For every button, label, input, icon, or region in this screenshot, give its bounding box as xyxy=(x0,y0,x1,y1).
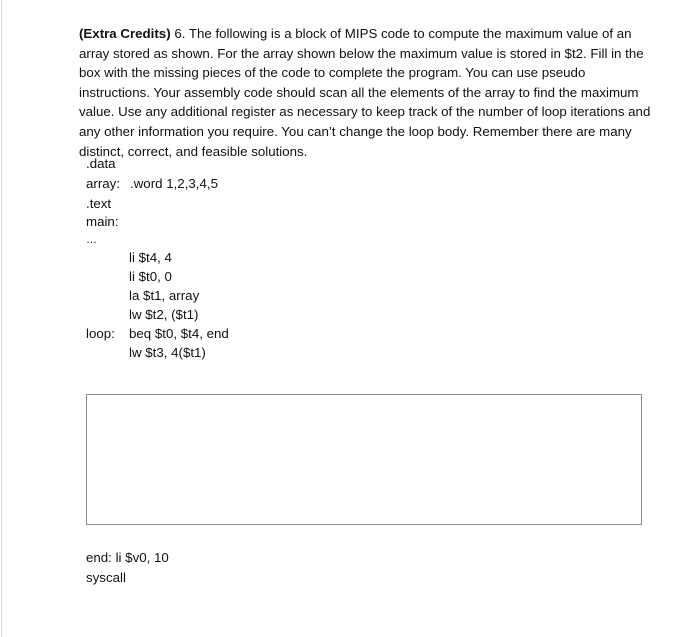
instr-lw-t2: lw $t2, ($t1) xyxy=(129,307,199,322)
instr-beq: beq $t0, $t4, end xyxy=(129,326,229,341)
instr-li-t0: li $t0, 0 xyxy=(129,269,172,284)
array-label: array: xyxy=(86,176,120,191)
main-label: main: xyxy=(86,214,119,229)
array-declaration: .word 1,2,3,4,5 xyxy=(130,176,218,191)
loop-label: loop: xyxy=(86,326,115,341)
ellipsis: … xyxy=(86,234,97,246)
page-edge-line xyxy=(1,0,2,637)
answer-box[interactable] xyxy=(86,394,642,525)
extra-credits-label: (Extra Credits) xyxy=(79,26,171,41)
data-directive: .data xyxy=(86,156,116,171)
instr-la-t1: la $t1, array xyxy=(129,288,200,303)
question-text xyxy=(79,24,651,161)
question-body: 6. The following is a block of MIPS code to compute the maximum value of an array stored as shown. For the array shown below the maximum value is stored in $t2. Fill in the box with the missing pieces of the code to complete the program. You can use pseudo instructions. Your assembly code should scan all the elements of the array to find the maximum value. Use any additional register as necessary to keep track of the number of loop iterations and any other information you require. You can’t change the loop body. Remember there are many distinct, correct, and feasible solutions. xyxy=(79,26,651,159)
syscall-line: syscall xyxy=(86,570,126,585)
instr-lw-t3: lw $t3, 4($t1) xyxy=(129,345,206,360)
end-line: end: li $v0, 10 xyxy=(86,550,169,565)
instr-li-t4: li $t4, 4 xyxy=(129,250,172,265)
text-directive: .text xyxy=(86,196,112,211)
